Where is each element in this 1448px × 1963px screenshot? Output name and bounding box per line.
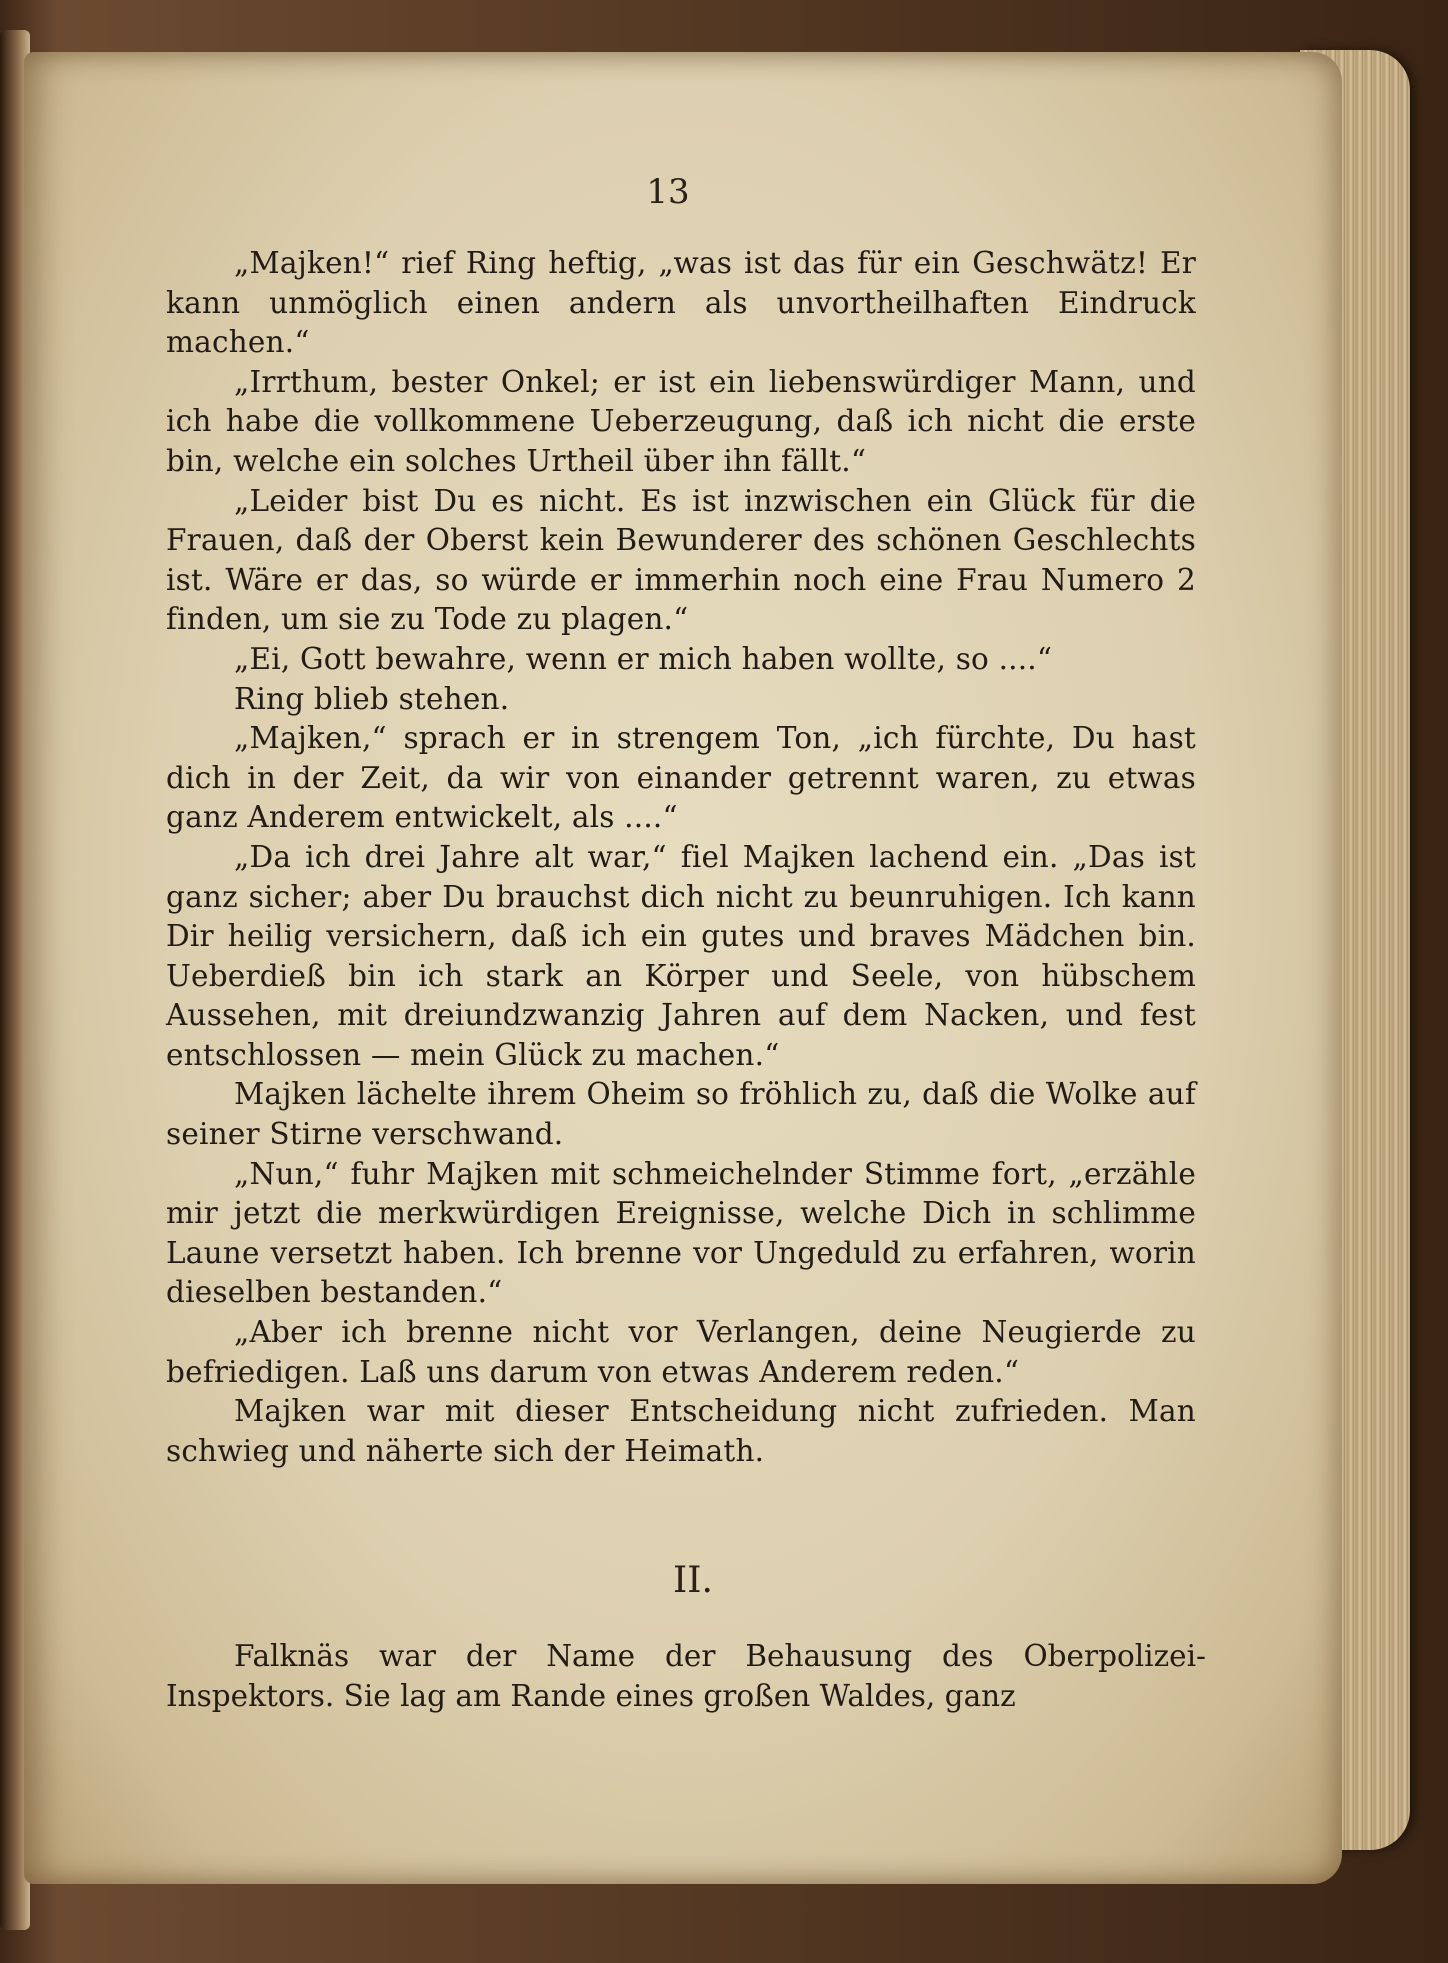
- paragraph: „Da ich drei Jahre alt war,“ fiel Majken lachend ein. „Das ist ganz sicher; aber Du brauchst dich nicht zu beunruhigen. Ich kann Dir heilig versichern, daß ich ein gutes und braves Mädchen bin. Ueberdieß bin ich stark an Körper und Seele, von hübschem Aussehen, mit dreiundzwanzig Jahren auf dem Nacken, und fest entschlossen — mein Glück zu machen.“: [166, 839, 1196, 1072]
- paragraph: Falknäs war der Name der Behausung des Oberpolizei-Inspektors. Sie lag am Rande eines großen Waldes, ganz: [166, 1639, 1206, 1713]
- paragraph: „Aber ich brenne nicht vor Verlangen, deine Neugierde zu befriedigen. Laß uns darum von etwas Anderem reden.“: [166, 1315, 1196, 1389]
- paragraph: „Ei, Gott bewahre, wenn er mich haben wollte, so ....“: [234, 641, 1053, 676]
- paragraph: „Nun,“ fuhr Majken mit schmeichelnder Stimme fort, „erzähle mir jetzt die merkwürdigen Ereignisse, welche Dich in schlimme Laune versetzt haben. Ich brenne vor Ungeduld zu erfahren, worin dieselben bestanden.“: [166, 1156, 1196, 1310]
- paragraph: „Leider bist Du es nicht. Es ist inzwischen ein Glück für die Frauen, daß der Oberst kein Bewunderer des schönen Geschlechts ist. Wäre er das, so würde er immerhin noch eine Frau Numero 2 finden, um sie zu Tode zu plagen.“: [166, 483, 1196, 637]
- paragraph: Ring blieb stehen.: [234, 681, 510, 716]
- paragraph: „Irrthum, bester Onkel; er ist ein liebenswürdiger Mann, und ich habe die vollkommene Ueberzeugung, daß ich nicht die erste bin, welche ein solches Urtheil über ihn fällt.“: [166, 364, 1196, 478]
- section-heading: II.: [673, 1560, 713, 1601]
- book-page: [24, 52, 1342, 1884]
- paragraph: Majken lächelte ihrem Oheim so fröhlich zu, daß die Wolke auf seiner Stirne verschwand.: [166, 1077, 1196, 1152]
- paragraph: „Majken,“ sprach er in strengem Ton, „ich fürchte, Du hast dich in der Zeit, da wir von einander getrennt waren, zu etwas ganz Anderem entwickelt, als ....“: [166, 721, 1196, 835]
- paragraph: Majken war mit dieser Entscheidung nicht zufrieden. Man schwieg und näherte sich der Heimath.: [166, 1394, 1196, 1468]
- section-body-text: [166, 1636, 1206, 1716]
- paragraph: „Majken!“ rief Ring heftig, „was ist das für ein Geschwätz! Er kann unmöglich einen andern als unvortheilhaften Eindruck machen.“: [166, 246, 1196, 360]
- body-text: [166, 244, 1196, 1471]
- page-number: 13: [646, 172, 690, 212]
